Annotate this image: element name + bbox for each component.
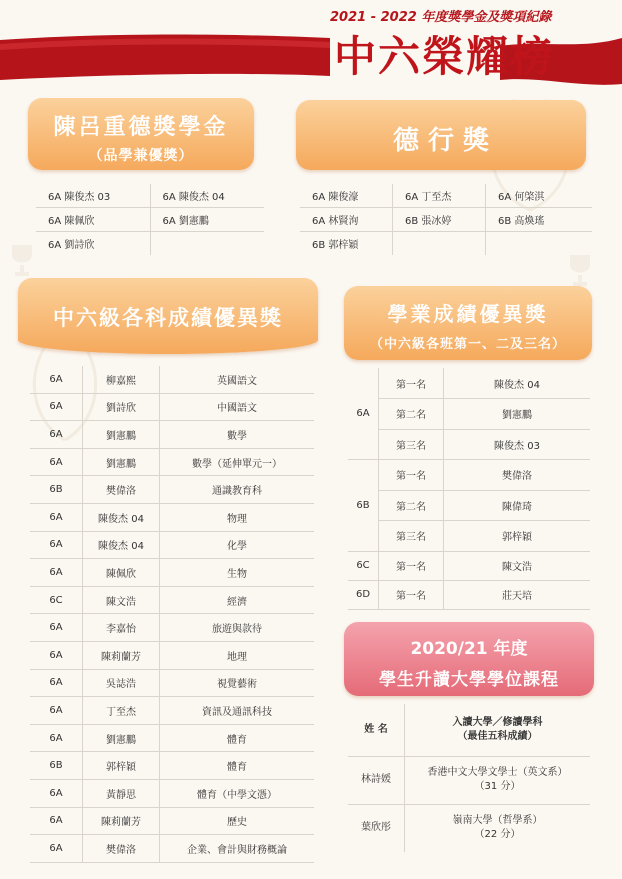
scholarship-table: [36, 184, 264, 255]
rank-cell: 第二名: [379, 399, 444, 430]
table-row: [348, 521, 590, 552]
table-row: [348, 551, 590, 580]
table-row: [30, 531, 314, 559]
subject-class-cell: 6A: [30, 779, 83, 807]
conduct-table: [300, 184, 592, 255]
subjects-heading: [18, 278, 318, 354]
table-row: [30, 448, 314, 476]
rank-cell: 第二名: [379, 490, 444, 521]
subject-subject-cell: 旅遊與款待: [160, 614, 315, 642]
rank-cell: 第三名: [379, 521, 444, 552]
rank-cell: 第一名: [379, 368, 444, 399]
subject-class-cell: 6A: [30, 835, 83, 863]
column-header-name: 姓 名: [348, 704, 405, 756]
academic-table: [348, 368, 590, 610]
subject-student-cell: 陳莉蘭芳: [83, 641, 160, 669]
scholarship-cell: [150, 232, 264, 256]
subject-class-cell: 6A: [30, 448, 83, 476]
table-row: [36, 232, 264, 256]
program-cell: [405, 804, 591, 852]
table-row: [348, 460, 590, 491]
subject-student-cell: 劉憲鵬: [83, 421, 160, 449]
class-cell: 6B: [348, 460, 379, 552]
subject-subject-cell: 通識教育科: [160, 476, 315, 504]
subject-subject-cell: 英國語文: [160, 366, 315, 393]
subject-class-cell: 6A: [30, 393, 83, 421]
table-row: [30, 393, 314, 421]
subject-class-cell: 6B: [30, 752, 83, 780]
table-row: [348, 399, 590, 430]
program-name: 嶺南大學（哲學系）: [452, 815, 543, 827]
subject-subject-cell: 體育: [160, 752, 315, 780]
subject-student-cell: 陳俊杰 04: [83, 531, 160, 559]
conduct-cell: [486, 232, 593, 256]
subject-class-cell: 6A: [30, 697, 83, 725]
conduct-cell: 6B 張冰婷: [393, 208, 486, 232]
table-row: [30, 752, 314, 780]
subjects-table: [30, 366, 314, 863]
rank-cell: 第一名: [379, 460, 444, 491]
subject-subject-cell: 地理: [160, 641, 315, 669]
table-row: [348, 368, 590, 399]
subject-class-cell: 6B: [30, 476, 83, 504]
subject-class-cell: 6A: [30, 531, 83, 559]
scholarship-cell: 6A 陳俊杰 03: [36, 184, 150, 208]
subject-class-cell: 6C: [30, 586, 83, 614]
column-header-program-line1: 入讀大學／修讀學科: [452, 716, 543, 728]
university-title-line2: 學生升讀大學學位課程: [379, 670, 559, 690]
table-row: [30, 586, 314, 614]
column-header-program: [405, 704, 591, 756]
page-subtitle: 2021 - 2022 年度獎學金及獎項紀錄: [330, 10, 552, 25]
table-row: [300, 208, 592, 232]
student-name-cell: 劉憲鵬: [444, 399, 591, 430]
table-row: [30, 503, 314, 531]
table-row: [30, 697, 314, 725]
table-row: [348, 756, 590, 804]
table-row: [300, 232, 592, 256]
scholarship-cell: 6A 劉詩欣: [36, 232, 150, 256]
academic-subtitle: （中六級各班第一、二及三名）: [369, 337, 566, 352]
conduct-title: 德 行 獎: [392, 126, 490, 156]
subject-student-cell: 陳莉蘭芳: [83, 807, 160, 835]
subject-student-cell: 劉詩欣: [83, 393, 160, 421]
table-row: [30, 835, 314, 863]
table-row: [300, 184, 592, 208]
program-score: （22 分）: [474, 829, 521, 841]
student-name-cell: 陳偉琦: [444, 490, 591, 521]
subject-subject-cell: 中國語文: [160, 393, 315, 421]
student-name: 林詩媛: [348, 756, 405, 804]
subject-subject-cell: 數學: [160, 421, 315, 449]
scholarship-cell: 6A 陳俊杰 04: [150, 184, 264, 208]
subject-subject-cell: 資訊及通訊科技: [160, 697, 315, 725]
table-row: [30, 669, 314, 697]
subject-student-cell: 劉憲鵬: [83, 448, 160, 476]
subject-student-cell: 樊偉洛: [83, 835, 160, 863]
subject-student-cell: 劉憲鵬: [83, 724, 160, 752]
subjects-title: 中六級各科成績優異獎: [53, 306, 283, 330]
academic-heading: [344, 286, 592, 360]
academic-title: 學業成績優異獎: [387, 302, 549, 326]
program-name: 香港中文大學文學士（英文系）: [427, 767, 568, 778]
subject-class-cell: 6A: [30, 366, 83, 393]
header-ribbon: [0, 32, 330, 82]
scholarship-cell: 6A 劉憲鵬: [150, 208, 264, 232]
subject-student-cell: 柳嘉熙: [83, 366, 160, 393]
subject-subject-cell: 體育（中學文憑）: [160, 779, 315, 807]
scholarship-title: 陳呂重德獎學金: [53, 115, 229, 140]
university-heading: [344, 622, 594, 696]
student-name-cell: 陳文浩: [444, 551, 591, 580]
subject-subject-cell: 企業、會計與財務概論: [160, 835, 315, 863]
scholarship-cell: 6A 陳佩欣: [36, 208, 150, 232]
table-row: [36, 184, 264, 208]
subject-class-cell: 6A: [30, 641, 83, 669]
student-name-cell: 郭梓穎: [444, 521, 591, 552]
subject-class-cell: 6A: [30, 559, 83, 587]
conduct-cell: 6B 高煥瑤: [486, 208, 593, 232]
student-name-cell: 陳俊杰 04: [444, 368, 591, 399]
conduct-cell: 6B 郭梓穎: [300, 232, 393, 256]
program-score: （31 分）: [474, 781, 521, 792]
subject-class-cell: 6A: [30, 807, 83, 835]
scholarship-heading: [28, 98, 254, 170]
subject-subject-cell: 經濟: [160, 586, 315, 614]
subject-student-cell: 李嘉怡: [83, 614, 160, 642]
conduct-cell: 6A 丁至杰: [393, 184, 486, 208]
table-row: [30, 559, 314, 587]
table-row: [36, 208, 264, 232]
table-row: [30, 779, 314, 807]
table-row: [30, 421, 314, 449]
table-row: [30, 366, 314, 393]
column-header-program-line2: （最佳五科成績）: [457, 730, 538, 742]
student-name-cell: 樊偉洛: [444, 460, 591, 491]
table-row: [348, 429, 590, 460]
table-row: [348, 580, 590, 609]
subject-student-cell: 陳俊杰 04: [83, 503, 160, 531]
conduct-cell: 6A 何棨淇: [486, 184, 593, 208]
subject-class-cell: 6A: [30, 724, 83, 752]
program-cell: [405, 756, 591, 804]
subject-student-cell: 吳誌浩: [83, 669, 160, 697]
subject-student-cell: 陳佩欣: [83, 559, 160, 587]
subject-student-cell: 丁至杰: [83, 697, 160, 725]
subject-class-cell: 6A: [30, 614, 83, 642]
table-row: [348, 804, 590, 852]
class-cell: 6C: [348, 551, 379, 580]
subject-subject-cell: 生物: [160, 559, 315, 587]
subject-subject-cell: 歷史: [160, 807, 315, 835]
conduct-heading: [296, 100, 586, 170]
table-header-row: [348, 704, 590, 756]
rank-cell: 第一名: [379, 551, 444, 580]
student-name: 葉欣彤: [348, 804, 405, 852]
table-row: [30, 614, 314, 642]
table-row: [30, 807, 314, 835]
subject-student-cell: 郭梓穎: [83, 752, 160, 780]
class-cell: 6D: [348, 580, 379, 609]
rank-cell: 第三名: [379, 429, 444, 460]
student-name-cell: 陳俊杰 03: [444, 429, 591, 460]
university-table: [348, 704, 590, 852]
rank-cell: 第一名: [379, 580, 444, 609]
conduct-cell: [393, 232, 486, 256]
conduct-cell: 6A 陳俊濠: [300, 184, 393, 208]
subject-class-cell: 6A: [30, 669, 83, 697]
subject-class-cell: 6A: [30, 503, 83, 531]
table-row: [30, 724, 314, 752]
class-cell: 6A: [348, 368, 379, 460]
university-title-line1: 2020/21 年度: [410, 639, 528, 659]
subject-class-cell: 6A: [30, 421, 83, 449]
scholarship-subtitle: （品學兼優獎）: [88, 148, 194, 164]
subject-subject-cell: 數學（延伸單元一）: [160, 448, 315, 476]
subject-subject-cell: 視覺藝術: [160, 669, 315, 697]
subject-student-cell: 樊偉洛: [83, 476, 160, 504]
subject-subject-cell: 物理: [160, 503, 315, 531]
table-row: [30, 476, 314, 504]
subject-student-cell: 陳文浩: [83, 586, 160, 614]
trophy-icon: [560, 250, 600, 290]
subject-subject-cell: 化學: [160, 531, 315, 559]
subject-student-cell: 黃靜思: [83, 779, 160, 807]
student-name-cell: 莊天培: [444, 580, 591, 609]
table-row: [348, 490, 590, 521]
conduct-cell: 6A 林賢洵: [300, 208, 393, 232]
table-row: [30, 641, 314, 669]
page-title: 中六榮耀榜: [334, 32, 555, 81]
subject-subject-cell: 體育: [160, 724, 315, 752]
